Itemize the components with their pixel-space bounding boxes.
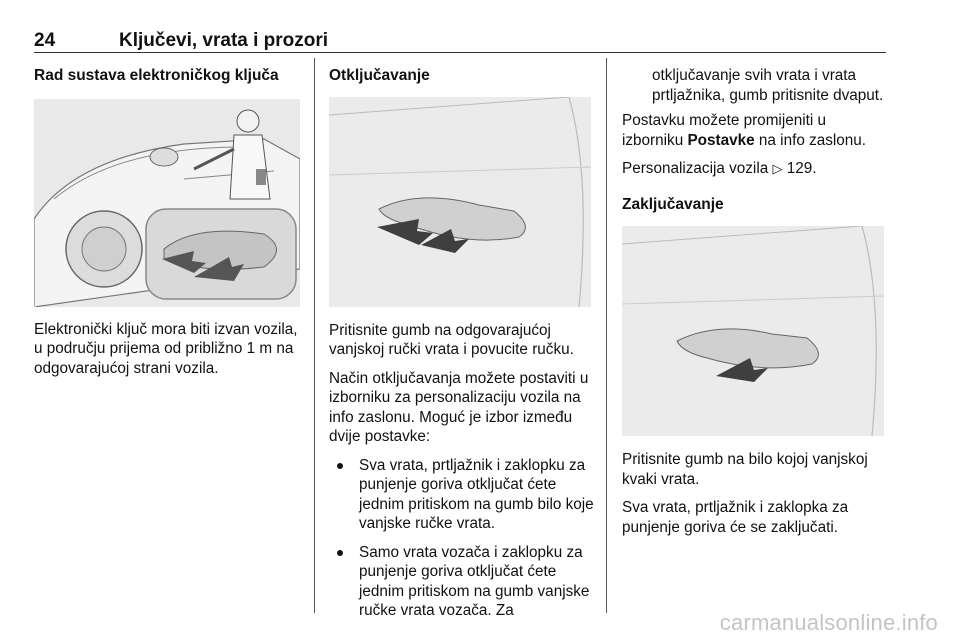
column-1 xyxy=(34,66,306,387)
list-item: Sva vrata, prtljažnik i zaklopku za punjenje goriva otključat ćete jednim pritiskom na gumb bilo koje vanjske ručke vrata. xyxy=(359,456,595,534)
column-2 xyxy=(329,66,595,630)
illustration-door-handle-lock xyxy=(622,226,884,436)
bullet-icon xyxy=(337,463,343,469)
section-heading-unlocking: Otključavanje xyxy=(329,67,430,84)
list-item: Samo vrata vozača i zaklopku za punjenje goriva otključat ćete jednim pritiskom na gumb vanjske ručke vrata vozača. Za xyxy=(359,543,595,621)
paragraph-continued-bullet: otključavanje svih vrata i vrata prtljažnika, gumb pritisnite dvaput. xyxy=(652,67,884,104)
watermark: carmanualsonline.info xyxy=(719,610,938,635)
page-reference-arrow-icon: ▷ xyxy=(772,161,783,176)
page-number: 24 xyxy=(34,30,56,51)
column-divider-1 xyxy=(314,58,315,613)
header-rule xyxy=(34,52,886,53)
section-heading-electronic-key: Rad sustava elektroničkog ključa xyxy=(34,67,279,84)
page-header xyxy=(34,30,329,52)
paragraph-unlock-mode: Način otključavanja možete postaviti u izborniku za personalizaciju vozila na info zaslonu. Moguć je izbor između dvije postavke: xyxy=(329,369,589,445)
section-heading-locking: Zaključavanje xyxy=(622,195,724,213)
paragraph-press-any-handle: Pritisnite gumb na bilo kojoj vanjskoj kvaki vrata. xyxy=(622,451,868,488)
bullet-icon xyxy=(337,550,343,556)
unlock-mode-list xyxy=(329,456,595,621)
menu-name-postavke: Postavke xyxy=(687,131,755,149)
paragraph-press-and-pull: Pritisnite gumb na odgovarajućoj vanjskoj ručki vrata i povucite ručku. xyxy=(329,321,574,358)
paragraph-change-setting: Postavku možete promijeniti u izborniku Postavke na info zaslonu. xyxy=(622,112,867,149)
illustration-door-handle-unlock xyxy=(329,97,591,307)
column-3 xyxy=(622,66,888,546)
column-divider-2 xyxy=(606,58,607,613)
chapter-title: Ključevi, vrata i prozori xyxy=(119,30,329,51)
paragraph-key-range: Elektronički ključ mora biti izvan vozila, u području prijema od približno 1 m na odgovarajućoj strani vozila. xyxy=(34,320,298,377)
paragraph-all-locked: Sva vrata, prtljažnik i zaklopka za punjenje goriva će se zaključati. xyxy=(622,499,849,536)
paragraph-personalization-ref: Personalizacija vozila ▷ 129. xyxy=(622,160,817,177)
illustration-person-at-car-door xyxy=(34,99,300,307)
